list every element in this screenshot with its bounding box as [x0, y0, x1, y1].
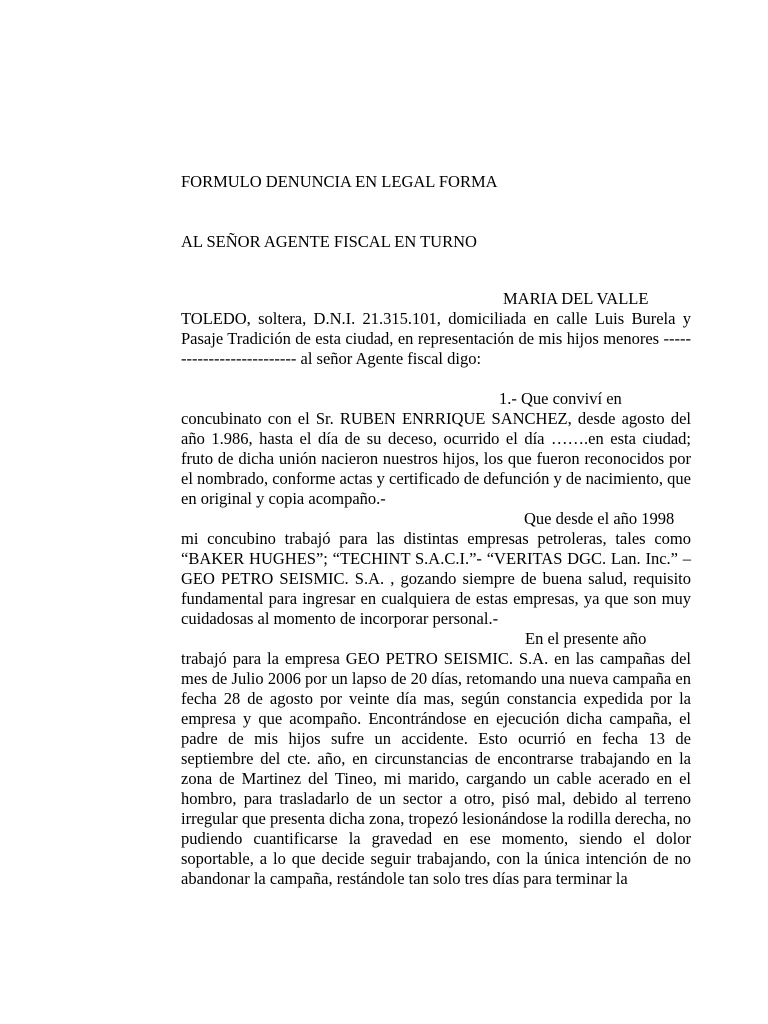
paragraph-lead: 1.- Que conviví en [499, 389, 622, 408]
paragraph-concubinato [181, 389, 691, 509]
paragraph-body: trabajó para la empresa GEO PETRO SEISMIC. S.A. en las campañas del mes de Julio 2006 por un lapso de 20 días, retomando una nueva campaña en fecha 28 de agosto por veinte día mas, según constancia expedida por la empresa y que acompaño. Encontrándose en ejecución dicha campaña, el padre de mis hijos sufre un accidente. Esto ocurrió en fecha 13 de septiembre del cte. año, en circunstancias de encontrarse trabajando en la zona de Martinez del Tineo, mi marido, cargando un cable acerado en el hombro, para trasladarlo de un sector a otro, pisó mal, debido al terreno irregular que presenta dicha zona, tropezó lesionándose la rodilla derecha, no pudiendo cuantificarse la gravedad en ese momento, siendo el dolor soportable, a lo que decide seguir trabajando, con la única intención de no abandonar la campaña, restándole tan solo tres días para terminar la [181, 649, 691, 888]
paragraph-gap [181, 369, 691, 389]
paragraph-lead: MARIA DEL VALLE [503, 289, 649, 308]
paragraph-body: mi concubino trabajó para las distintas empresas petroleras, tales como “BAKER HUGHES”; “TECHINT S.A.C.I.”- “VERITAS DGC. Lan. Inc.” – GEO PETRO SEISMIC. S.A. , gozando siempre de buena salud, requisito fundamental para ingresar en cualquiera de estas empresas, ya que son muy cuidadosas al momento de incorporar personal.- [181, 529, 691, 628]
paragraph-accident [181, 629, 691, 889]
paragraph-lead: Que desde el año 1998 [524, 509, 675, 528]
paragraph-body: TOLEDO, soltera, D.N.I. 21.315.101, domiciliada en calle Luis Burela y Pasaje Tradición de esta ciudad, en representación de mis hijos menores -------------------------- al señor Agente fiscal digo: [181, 309, 691, 368]
paragraph-lead: En el presente año [525, 629, 647, 648]
addressee-heading: AL SEÑOR AGENTE FISCAL EN TURNO [181, 232, 477, 251]
paragraph-body: concubinato con el Sr. RUBEN ENRRIQUE SANCHEZ, desde agosto del año 1.986, hasta el día de su deceso, ocurrido el día …….en esta ciudad; fruto de dicha unión nacieron nuestros hijos, los que fueron reconocidos por el nombrado, conforme actas y certificado de defunción y de nacimiento, que en original y copia acompaño.- [181, 409, 691, 508]
document-title: FORMULO DENUNCIA EN LEGAL FORMA [181, 172, 498, 191]
paragraph-employment [181, 509, 691, 629]
document-body [181, 289, 691, 889]
paragraph-presentation [181, 289, 691, 369]
